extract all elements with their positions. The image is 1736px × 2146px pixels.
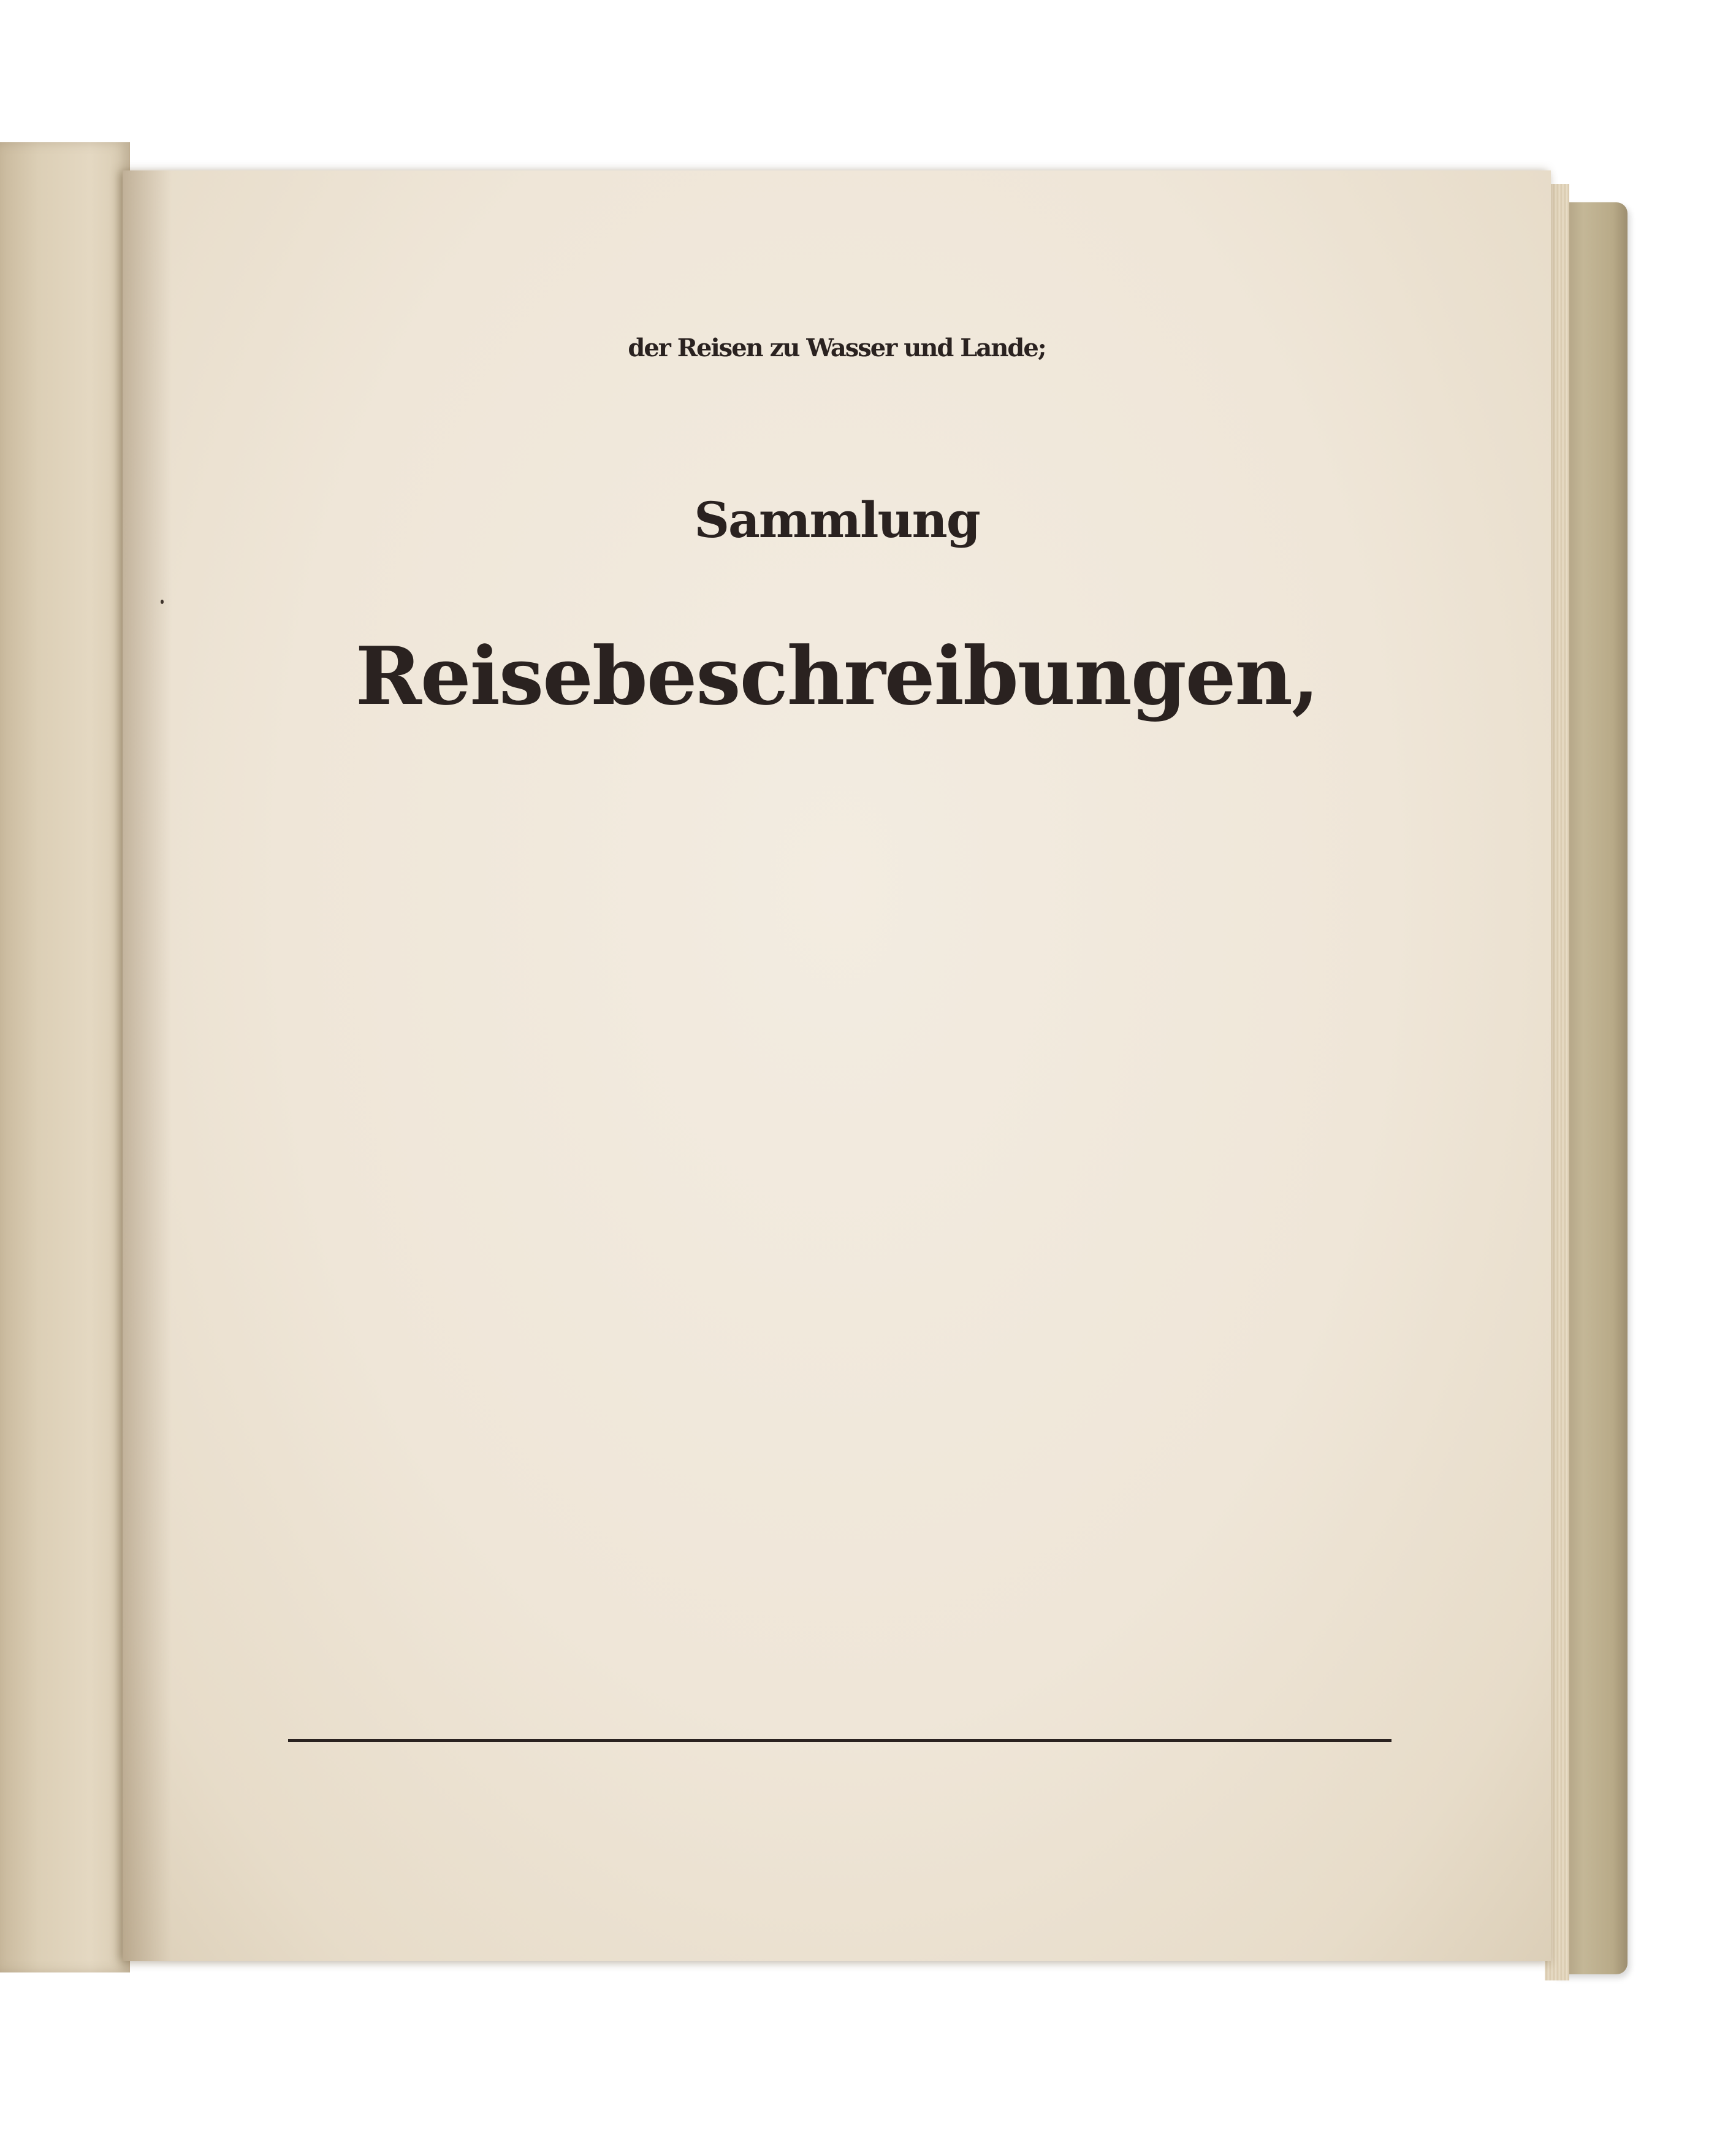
title-line-6: Reisebeschreibungen, — [355, 629, 1319, 723]
gutter-shadow — [123, 170, 172, 1961]
title-line-2: der Reisen zu Wasser und Lande; — [628, 334, 1046, 362]
title-line-4: Sammlung — [694, 491, 980, 549]
imprint-rule — [288, 1739, 1391, 1742]
title-page — [123, 170, 1551, 1961]
left-book-board — [0, 142, 130, 1972]
